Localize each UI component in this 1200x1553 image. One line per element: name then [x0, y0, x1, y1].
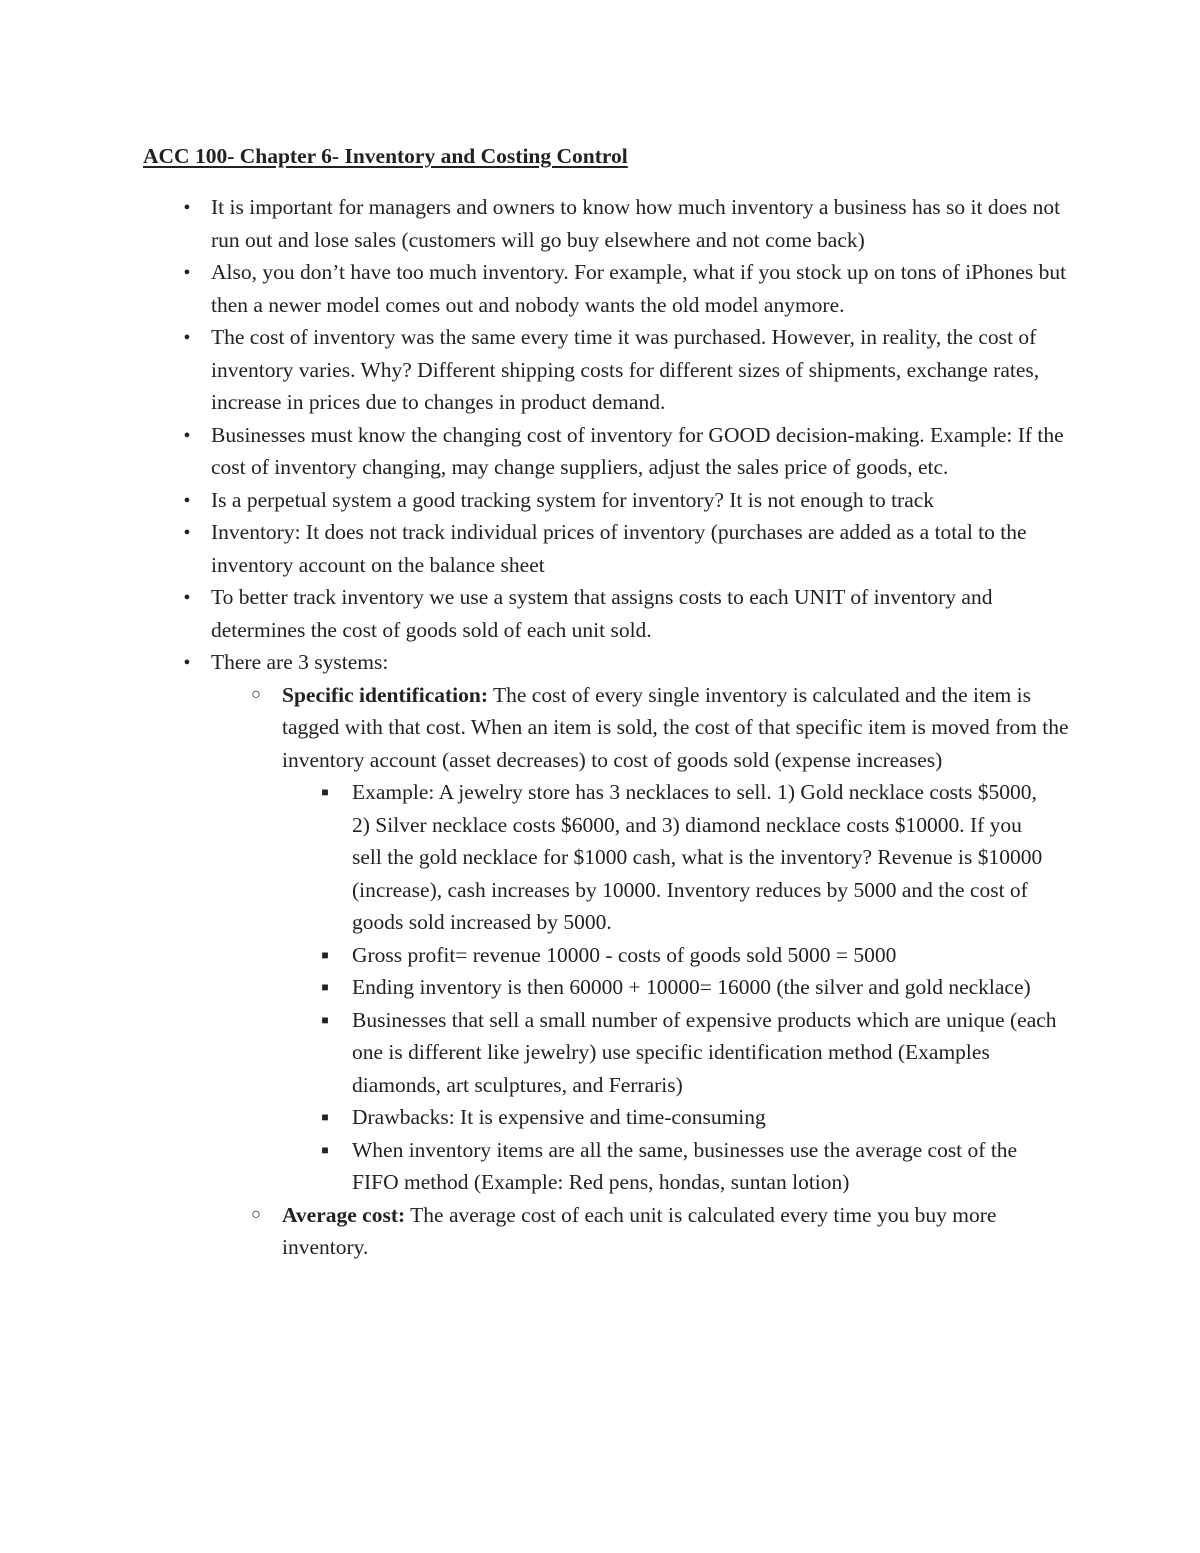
list-item-text: Businesses must know the changing cost of inventory for GOOD decision-making. Example: If the cost of inventory changing, may change suppliers, adjust the sales price of goods, etc. [211, 422, 1064, 479]
list-item [321, 971, 1057, 1004]
system-description: The average cost of each unit is calculated every time you buy more inventory. [282, 1202, 997, 1259]
square-bullet-icon: ■ [321, 980, 329, 994]
system-description: The cost of every single inventory is calculated and the item is tagged with that cost. When an item is sold, the cost of that specific item is moved from the inventory account (asset decreases) to cost of goods sold (expense increases) [282, 682, 1069, 772]
list-item [321, 776, 1057, 939]
list-item-text: The cost of inventory was the same every time it was purchased. However, in reality, the cost of inventory varies. Why? Different shipping costs for different sizes of shipments, exchange rates, increase in prices due to changes in product demand. [211, 325, 1040, 414]
bullet-icon: ● [183, 591, 191, 603]
list-item [321, 939, 1057, 972]
list-item-text: There are 3 systems: [211, 650, 389, 674]
list-item [183, 256, 1071, 321]
list-item-text: Businesses that sell a small number of expensive products which are unique (each one is different like jewelry) use specific identification method (Examples diamonds, art sculptures, and Ferraris) [352, 1007, 1057, 1097]
list-item [183, 321, 1071, 419]
specific-identification-points [321, 776, 1057, 1199]
list-item-text: It is important for managers and owners to know how much inventory a business has so it does not run out and lose sales (customers will go buy elsewhere and not come back) [211, 195, 1061, 252]
list-item [321, 1004, 1057, 1102]
square-bullet-icon: ■ [321, 1110, 329, 1124]
bullet-icon: ● [183, 428, 191, 441]
system-item-specific-identification [251, 679, 1072, 1199]
list-item [183, 581, 1071, 646]
list-item-text: Inventory: It does not track individual prices of inventory (purchases are added as a total to the inventory account on the balance sheet [211, 520, 1027, 577]
list-item [321, 1134, 1057, 1199]
system-term: Specific identification: [282, 682, 489, 707]
system-term: Average cost: [282, 1202, 406, 1227]
list-item-text: Gross profit= revenue 10000 - costs of goods sold 5000 = 5000 [352, 942, 897, 967]
circle-bullet-icon: ○ [251, 1205, 261, 1223]
list-item [183, 191, 1071, 256]
list-item [183, 646, 1071, 1264]
bullet-icon: ● [183, 201, 191, 213]
list-item-text: Drawbacks: It is expensive and time-consuming [352, 1105, 766, 1129]
bullet-icon: ● [183, 331, 191, 343]
list-item [183, 484, 1071, 517]
square-bullet-icon: ■ [321, 1012, 329, 1027]
circle-bullet-icon: ○ [251, 685, 261, 703]
square-bullet-icon: ■ [321, 1142, 329, 1157]
list-item-text: When inventory items are all the same, businesses use the average cost of the FIFO method (Example: Red pens, hondas, suntan lotion) [352, 1137, 1018, 1194]
bullet-icon: ● [183, 656, 191, 668]
list-item-text: Example: A jewelry store has 3 necklaces to sell. 1) Gold necklace costs $5000, 2) Silver necklace costs $6000, and 3) diamond necklace costs $10000. If you sell the gold necklace for $1000 cash, what is the inventory? Revenue is $10000 (increase), cash increases by 10000. Inventory reduces by 5000 and the cost of goods sold increased by 5000. [352, 780, 1043, 934]
system-item-average-cost [251, 1199, 1072, 1264]
list-item [183, 516, 1071, 581]
systems-list [251, 679, 1072, 1264]
bullet-icon: ● [183, 526, 191, 538]
square-bullet-icon: ■ [321, 947, 329, 962]
page-title: ACC 100- Chapter 6- Inventory and Costing Control [143, 144, 628, 168]
list-item-text: Is a perpetual system a good tracking system for inventory? It is not enough to track [211, 487, 935, 512]
list-item-text: Ending inventory is then 60000 + 10000= 16000 (the silver and gold necklace) [352, 975, 1031, 999]
bullet-icon: ● [183, 493, 191, 506]
list-item [321, 1101, 1057, 1134]
list-item-text: To better track inventory we use a system that assigns costs to each UNIT of inventory and determines the cost of goods sold of each unit sold. [211, 585, 993, 642]
list-item-text: Also, you don’t have too much inventory. For example, what if you stock up on tons of iPhones but then a newer model comes out and nobody wants the old model anymore. [211, 260, 1067, 317]
list-item [183, 419, 1071, 484]
square-bullet-icon: ■ [321, 785, 329, 799]
main-bullet-list [183, 191, 1071, 1264]
bullet-icon: ● [183, 266, 191, 278]
